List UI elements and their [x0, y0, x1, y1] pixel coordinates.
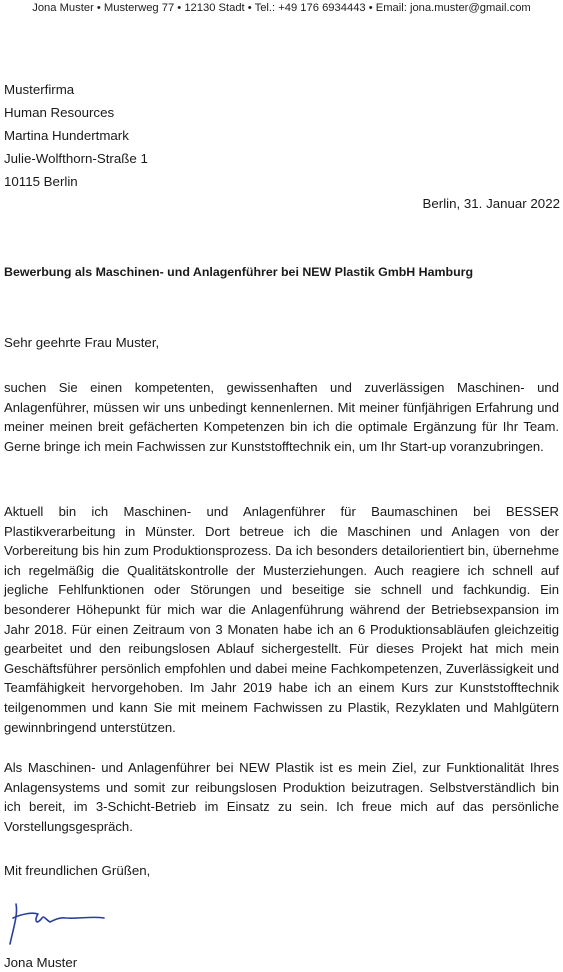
recipient-department: Human Resources — [4, 105, 115, 120]
closing-phrase: Mit freundlichen Grüßen, — [4, 863, 151, 878]
signature-icon — [4, 884, 114, 950]
body-paragraph-1: suchen Sie einen kompetenten, gewissenhaften und zuverlässigen Maschinen- und Anlagenführer, müssen wir uns unbedingt kennenlernen. Mit meiner fünfjährigen Erfahrung und meiner meinen breit gefächerten Kompetenzen bin ich die optimale Ergänzung für Ihr Team. Gerne bringe ich mein Fachwissen zur Kunststofftechnik ein, um Ihr Start-up voranzubringen. — [4, 380, 559, 454]
salutation: Sehr geehrte Frau Muster, — [4, 335, 160, 350]
recipient-address — [4, 78, 148, 193]
signer-name: Jona Muster — [4, 955, 78, 970]
recipient-street: Julie-Wolfthorn-Straße 1 — [4, 151, 148, 166]
letter-date: Berlin, 31. Januar 2022 — [422, 196, 560, 211]
recipient-company: Musterfirma — [4, 82, 75, 97]
body-paragraph-2: Aktuell bin ich Maschinen- und Anlagenführer für Baumaschinen bei BESSER Plastikverarbeitung in Münster. Dort betreue ich die Maschinen und Anlagen von der Vorbereitung bis hin zum Produktionsprozess. Da ich besonders detailorientiert bin, übernehme ich regelmäßig die Qualitätskontrolle der Musterziehungen. Auch reagiere ich schnell auf jegliche Fehlfunktionen oder Störungen und beseitige sie schnell und fachkundig. Ein besonderer Höhepunkt für mich war die Anlagenführung während der Betriebsexpansion im Jahr 2018. Für einen Zeitraum von 3 Monaten habe ich an 6 Produktionsabläufen gleichzeitig gearbeitet und den reibungslosen Ablauf sichergestellt. Für dieses Projekt hat mich mein Geschäftsführer persönlich empfohlen und dabei meine Fachkompetenzen, Zuverlässigkeit und Teamfähigkeit hervorgehoben. Im Jahr 2019 habe ich an einem Kurs zur Kunststofftechnik teilgenommen und kann Sie mit meinem Fachwissen zu Plastik, Rezyklaten und Mahlgütern gewinnbringend unterstützen. — [4, 504, 559, 735]
sender-contact-line: Jona Muster • Musterweg 77 • 12130 Stadt • Tel.: +49 176 6934443 • Email: jona.muster@gmail.com — [32, 2, 531, 14]
recipient-city: 10115 Berlin — [4, 174, 78, 189]
letter-subject: Bewerbung als Maschinen- und Anlagenführer bei NEW Plastik GmbH Hamburg — [4, 265, 474, 279]
recipient-contact: Martina Hundertmark — [4, 128, 129, 143]
body-paragraph-3: Als Maschinen- und Anlagenführer bei NEW Plastik ist es mein Ziel, zur Funktionalität Ihres Anlagensystems und somit zur reibungslosen Produktion beizutragen. Selbstverständlich bin ich bereit, im 3-Schicht-Betrieb im Einsatz zu sein. Ich freue mich auf das persönliche Vorstellungsgespräch. — [4, 760, 559, 834]
